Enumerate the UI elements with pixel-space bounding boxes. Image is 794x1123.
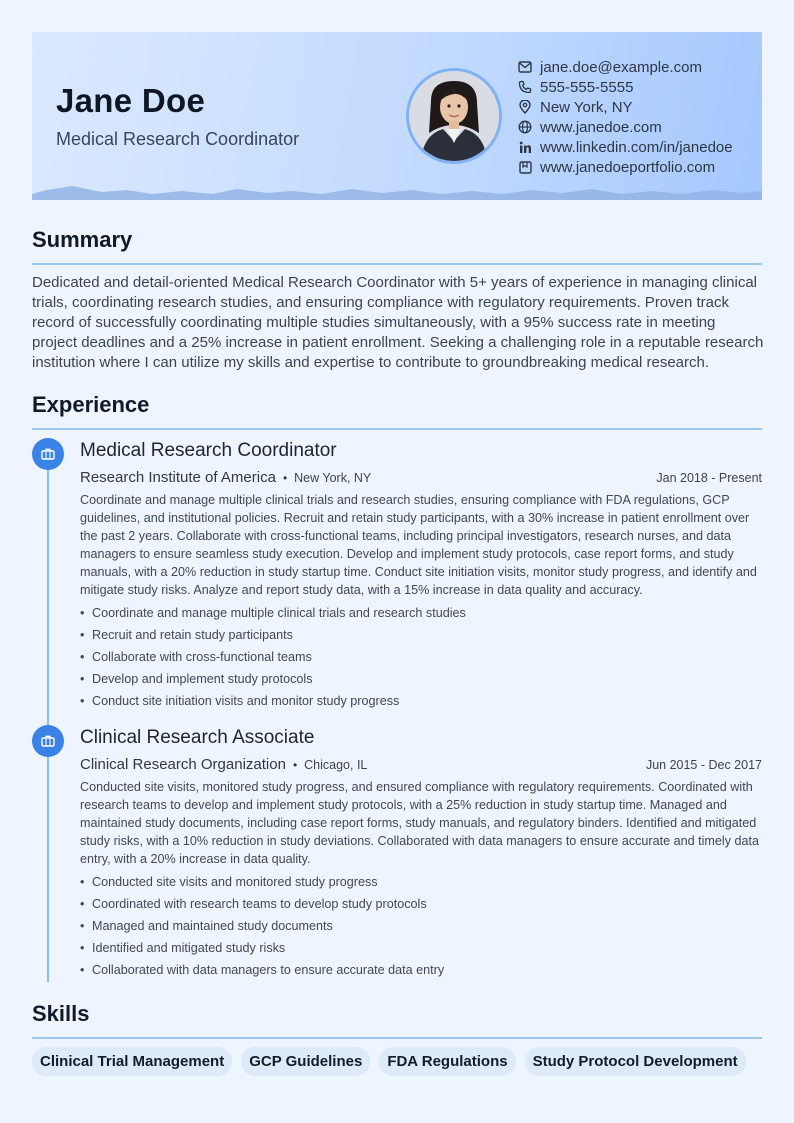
linkedin-icon xyxy=(517,139,533,155)
contact-linkedin[interactable] xyxy=(517,137,733,157)
list-item: • Coordinated with research teams to develop study protocols xyxy=(80,893,762,915)
list-item: • Recruit and retain study participants xyxy=(80,624,762,646)
skill-chip: FDA Regulations xyxy=(379,1047,515,1076)
section-divider xyxy=(32,428,762,430)
list-item: • Develop and implement study protocols xyxy=(80,668,762,690)
resume-header xyxy=(32,32,762,200)
company-name: Clinical Research Organization xyxy=(80,756,286,773)
job-bullets xyxy=(80,602,762,712)
list-item: • Conducted site visits and monitored study progress xyxy=(80,871,762,893)
profile-photo xyxy=(406,68,502,164)
section-divider xyxy=(32,263,762,265)
contact-portfolio-text: www.janedoeportfolio.com xyxy=(540,158,716,176)
contact-list xyxy=(517,57,733,177)
mail-icon xyxy=(517,59,533,75)
skill-chip: Clinical Trial Management xyxy=(32,1047,232,1076)
list-item: • Coordinate and manage multiple clinical trials and research studies xyxy=(80,602,762,624)
job-description: Coordinate and manage multiple clinical trials and research studies, ensuring compliance with FDA regulations, GCP guidelines, and institutional policies. Recruit and retain study participants, with a 30% increase in patient enrollment over the past 2 years. Collaborate with cross-functional teams, including principal investigators, research nurses, and data managers to ensure seamless study execution. Develop and implement study protocols, case report forms, and study manuals, with a 20% reduction in study startup time. Conduct site initiation visits, monitor study progress, and identify and mitigate study risks. Analyze and report study data, with a 15% increase in data quality and accuracy. xyxy=(80,493,757,597)
contact-email-text: jane.doe@example.com xyxy=(540,58,702,76)
portfolio-icon xyxy=(517,159,533,175)
job-dates: Jan 2018 - Present xyxy=(656,471,762,485)
contact-email[interactable] xyxy=(517,57,733,77)
timeline-line xyxy=(47,455,49,982)
section-title-experience: Experience xyxy=(32,392,150,417)
job-meta xyxy=(80,753,762,777)
skill-chip: GCP Guidelines xyxy=(241,1047,370,1076)
job-location: New York, NY xyxy=(294,471,372,485)
contact-phone-text: 555-555-5555 xyxy=(540,78,634,96)
list-item: • Identified and mitigated study risks xyxy=(80,937,762,959)
list-item: • Collaborated with data managers to ensure accurate data entry xyxy=(80,959,762,981)
contact-website-text: www.janedoe.com xyxy=(540,118,662,136)
globe-icon xyxy=(517,119,533,135)
job-description: Conducted site visits, monitored study progress, and ensured compliance with regulatory requirements. Coordinated with research teams to develop and implement study protocols, with a 25% reduction in study startup time. Managed and maintained study documents, including case report forms, study manuals, and regulatory binders. Identified and mitigated study risks, with a 10% reduction in study deviations. Collaborated with data managers to ensure accurate and timely data entry, with a 20% increase in data quality. xyxy=(80,780,760,866)
list-item: • Managed and maintained study documents xyxy=(80,915,762,937)
section-divider xyxy=(32,1037,762,1039)
list-item: • Collaborate with cross-functional teams xyxy=(80,646,762,668)
header-wave-decoration xyxy=(32,182,762,200)
meta-separator: • xyxy=(292,758,298,772)
list-item: • Conduct site initiation visits and monitor study progress xyxy=(80,690,762,712)
experience-item xyxy=(80,727,762,981)
job-location: Chicago, IL xyxy=(304,758,368,772)
section-title-summary: Summary xyxy=(32,227,133,252)
skills-list xyxy=(32,1047,755,1076)
contact-portfolio[interactable] xyxy=(517,157,733,177)
briefcase-icon xyxy=(32,438,64,470)
meta-separator: • xyxy=(282,471,288,485)
summary-text: Dedicated and detail-oriented Medical Research Coordinator with 5+ years of experience in managing clinical trials, coordinating research studies, and ensuring compliance with regulatory requirements. Proven track record of successfully coordinating multiple studies simultaneously, with a 95% success rate in meeting project deadlines and a 25% increase in patient enrollment. Seeking a challenging role in a reputable research institution where I can utilize my skills and expertise to contribute to groundbreaking medical research. xyxy=(32,274,764,371)
contact-phone[interactable] xyxy=(517,77,733,97)
job-dates: Jun 2015 - Dec 2017 xyxy=(645,758,762,772)
job-title: Clinical Research Associate xyxy=(80,727,315,748)
phone-icon xyxy=(517,79,533,95)
job-bullets xyxy=(80,871,762,981)
section-title-skills: Skills xyxy=(32,1001,90,1026)
job-meta xyxy=(80,466,762,490)
experience-item xyxy=(80,440,762,712)
contact-linkedin-text: www.linkedin.com/in/janedoe xyxy=(540,138,733,156)
candidate-title: Medical Research Coordinator xyxy=(56,129,300,149)
company-name: Research Institute of America xyxy=(80,469,276,486)
contact-website[interactable] xyxy=(517,117,733,137)
briefcase-icon xyxy=(32,725,64,757)
contact-location xyxy=(517,97,733,117)
location-pin-icon xyxy=(517,99,533,115)
candidate-name: Jane Doe xyxy=(56,82,206,119)
contact-location-text: New York, NY xyxy=(540,98,633,116)
job-title: Medical Research Coordinator xyxy=(80,440,337,461)
skill-chip: Study Protocol Development xyxy=(525,1047,746,1076)
